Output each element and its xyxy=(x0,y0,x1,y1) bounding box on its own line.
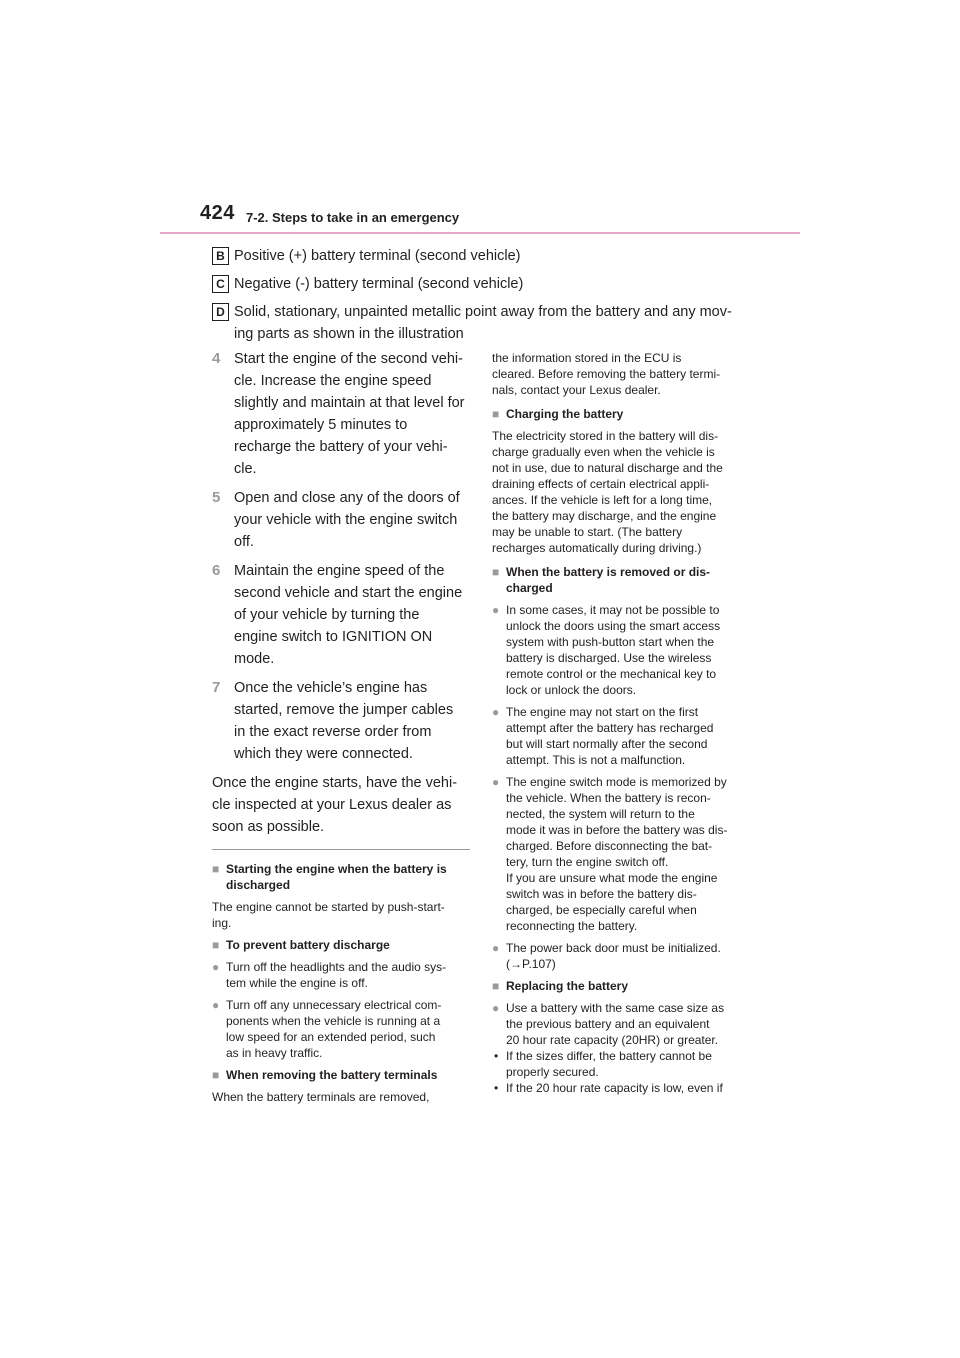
step-text: Start the engine of the second vehi- cle. Increase the engine speed slightly and maintain at that level for approximately 5 minutes to recharge the battery of your vehi- cle. xyxy=(234,351,465,477)
bullet-item xyxy=(492,774,754,934)
callout-c xyxy=(212,273,772,295)
sub-bullet-marker: • xyxy=(494,1049,499,1063)
callout-text: Solid, stationary, unpainted metallic point away from the battery and any mov- ing parts as shown in the illustration xyxy=(234,304,732,342)
note-heading xyxy=(492,978,754,994)
bullet-marker: ● xyxy=(492,603,500,617)
note-text: the information stored in the ECU is cleared. Before removing the battery termi- nals, contact your Lexus dealer. xyxy=(492,351,721,397)
bullet-item xyxy=(492,940,754,972)
sub-bullet-text: If the 20 hour rate capacity is low, even if xyxy=(506,1081,723,1095)
bullet-item xyxy=(492,602,754,698)
closing-paragraph: Once the engine starts, have the vehi- cle inspected at your Lexus dealer as soon as possible. xyxy=(212,775,458,835)
step-number: 4 xyxy=(212,350,221,367)
steps-column xyxy=(212,348,470,838)
sub-bullet-text: If the sizes differ, the battery cannot be properly secured. xyxy=(506,1049,712,1079)
page-number: 424 xyxy=(200,202,235,224)
bullet-text: Turn off any unnecessary electrical com- ponents when the vehicle is running at a low speed for an extended period, such as in heavy traffic. xyxy=(226,998,442,1060)
section-title: 7-2. Steps to take in an emergency xyxy=(246,210,460,225)
step-text: Open and close any of the doors of your vehicle with the engine switch off. xyxy=(234,490,460,550)
note-heading-text: Starting the engine when the battery is discharged xyxy=(226,862,447,892)
callout-text: Positive (+) battery terminal (second vehicle) xyxy=(234,248,521,264)
note-heading xyxy=(492,406,754,422)
square-marker: ■ xyxy=(212,938,220,952)
note-heading-text: When removing the battery terminals xyxy=(226,1068,438,1082)
step-text: Once the vehicle’s engine has started, remove the jumper cables in the exact reverse order from which they were connected. xyxy=(234,680,454,762)
bullet-text: Turn off the headlights and the audio sys- tem while the engine is off. xyxy=(226,960,447,990)
step-number: 5 xyxy=(212,489,221,506)
note-text: When the battery terminals are removed, xyxy=(212,1090,430,1104)
sub-bullet-item xyxy=(492,1080,754,1096)
note-heading xyxy=(212,937,470,953)
square-marker: ■ xyxy=(492,407,500,421)
bullet-text: The power back door must be initialized. (→P.107) xyxy=(506,941,721,971)
bullet-marker: ● xyxy=(492,941,500,955)
note-heading-text: Replacing the battery xyxy=(506,979,629,993)
square-marker: ■ xyxy=(492,565,500,579)
bullet-item xyxy=(212,997,470,1061)
note-heading xyxy=(212,861,470,893)
sub-bullet-item xyxy=(492,1048,754,1080)
callout-letter-c: C xyxy=(212,275,229,293)
bullet-item xyxy=(492,1000,754,1048)
step-number: 6 xyxy=(212,562,221,579)
bullet-marker: ● xyxy=(492,705,500,719)
note-heading-text: To prevent battery discharge xyxy=(226,938,390,952)
notes-right xyxy=(492,350,754,1096)
step-4 xyxy=(212,348,470,480)
note-text: The electricity stored in the battery will dis- charge gradually even when the vehicle is not in use, due to natural discharge and the draining effects of certain electrical appli- ances. If the vehicle is left for a long time, the battery may discharge, and the engine may be unable to start. (The battery recharges automatically during driving.) xyxy=(492,429,723,555)
sub-bullet-marker: • xyxy=(494,1081,499,1095)
step-5 xyxy=(212,487,470,553)
square-marker: ■ xyxy=(212,1068,220,1082)
callout-b xyxy=(212,245,772,267)
bullet-text: In some cases, it may not be possible to unlock the doors using the smart access system with push-button start when the battery is discharged. Use the wireless remote control or the mechanical key to lock or unlock the doors. xyxy=(506,603,721,697)
note-heading xyxy=(492,564,754,596)
note-heading xyxy=(212,1067,470,1083)
note-heading-text: Charging the battery xyxy=(506,407,624,421)
step-number: 7 xyxy=(212,679,221,696)
note-text: The engine cannot be started by push-start- ing. xyxy=(212,900,445,930)
note-heading-text: When the battery is removed or dis- charged xyxy=(506,565,711,595)
callout-letter-d: D xyxy=(212,303,229,321)
bullet-text: Use a battery with the same case size as the previous battery and an equivalent 20 hour rate capacity (20HR) or greater. xyxy=(506,1001,725,1047)
callout-d xyxy=(212,301,772,345)
bullet-text: The engine may not start on the first attempt after the battery has recharged but will start normally after the second attempt. This is not a malfunction. xyxy=(506,705,714,767)
bullet-marker: ● xyxy=(212,998,220,1012)
bullet-item xyxy=(212,959,470,991)
step-7 xyxy=(212,677,470,765)
square-marker: ■ xyxy=(212,862,220,876)
bullet-marker: ● xyxy=(212,960,220,974)
notes-left xyxy=(212,855,470,1111)
header-rule xyxy=(160,232,800,234)
bullet-marker: ● xyxy=(492,1001,500,1015)
bullet-item xyxy=(492,704,754,768)
notes-divider xyxy=(212,849,470,850)
square-marker: ■ xyxy=(492,979,500,993)
callout-text: Negative (-) battery terminal (second vehicle) xyxy=(234,276,524,292)
bullet-marker: ● xyxy=(492,775,500,789)
bullet-text: The engine switch mode is memorized by the vehicle. When the battery is recon- nected, the system will return to the mode it was in before the battery was dis- charged. Before disconnecting the bat- tery, turn the engine switch off. If you are unsure what mode the engine switch was in before the battery dis- charged, be especially careful when reconnecting the battery. xyxy=(506,775,728,933)
callout-letter-b: B xyxy=(212,247,229,265)
step-6 xyxy=(212,560,470,670)
step-text: Maintain the engine speed of the second vehicle and start the engine of your vehicle by turning the engine switch to IGNITION ON mode. xyxy=(234,563,463,667)
